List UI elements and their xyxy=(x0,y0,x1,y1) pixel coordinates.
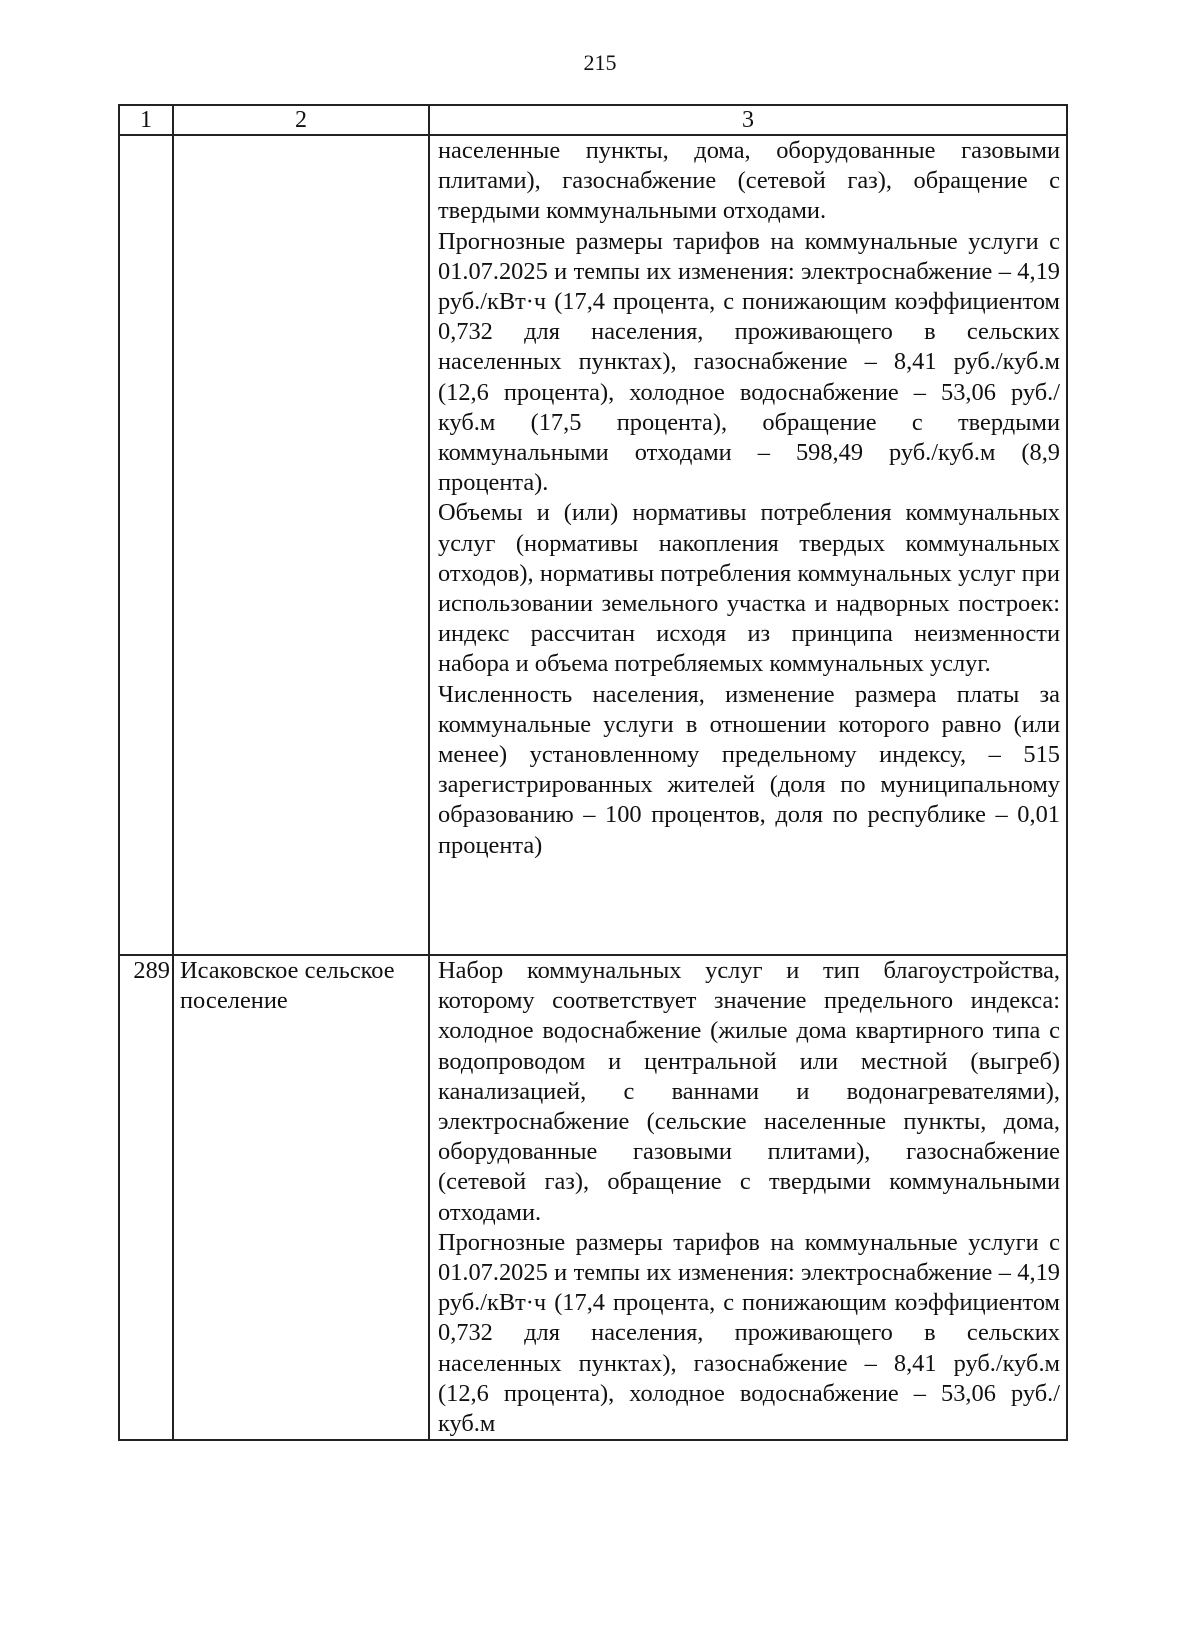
header-col-2: 2 xyxy=(173,105,429,135)
row-description xyxy=(429,955,1067,1440)
header-col-3: 3 xyxy=(429,105,1067,135)
table-row xyxy=(119,955,1067,1440)
row-description xyxy=(429,135,1067,955)
page-number: 215 xyxy=(583,50,617,75)
row-number: 289 xyxy=(119,955,173,1440)
table-row xyxy=(119,135,1067,955)
header-col-1: 1 xyxy=(119,105,173,135)
description-paragraph: Прогнозные размеры тарифов на коммунальные услуги с 01.07.2025 и темпы их изменения: электроснабжение – 4,19 руб./кВт·ч (17,4 процента, с понижающим коэффициентом 0,732 для населения, проживающего в сельских населенных пунктах), газоснабжение – 8,41 руб./куб.м (12,6 процента), холодное водоснабжение – 53,06 руб./куб.м (17,5 процента), обращение с твердыми коммунальными отходами – 598,49 руб./куб.м (8,9 процента). xyxy=(438,227,1060,497)
description-paragraph: Объемы и (или) нормативы потребления коммунальных услуг (нормативы накопления твердых коммунальных отходов), нормативы потребления коммунальных услуг при использовании земельного участка и надворных построек: индекс рассчитан исходя из принципа неизменности набора и объема потребляемых коммунальных услуг. xyxy=(438,499,1060,678)
municipality-name xyxy=(173,135,429,955)
description-paragraph: Набор коммунальных услуг и тип благоустройства, которому соответствует значение предельного индекса: холодное водоснабжение (жилые дома квартирного типа с водопроводом и центральной или местной (выгреб) канализацией, с ваннами и водонагревателями), электроснабжение (сельские населенные пункты, дома, оборудованные газовыми плитами), газоснабжение (сетевой газ), обращение с твердыми коммунальными отходами. xyxy=(438,957,1060,1226)
municipality-name: Исаковское сельское поселение xyxy=(173,955,429,1440)
description-paragraph: Прогнозные размеры тарифов на коммунальные услуги с 01.07.2025 и темпы их изменения: электроснабжение – 4,19 руб./кВт·ч (17,4 процента, с понижающим коэффициентом 0,732 для населения, проживающего в сельских населенных пунктах), газоснабжение – 8,41 руб./куб.м (12,6 процента), холодное водоснабжение – 53,06 руб./куб.м xyxy=(438,1228,1060,1438)
table-header-row xyxy=(119,105,1067,135)
description-paragraph: населенные пункты, дома, оборудованные газовыми плитами), газоснабжение (сетевой газ), обращение с твердыми коммунальными отходами. xyxy=(438,137,1060,225)
description-paragraph: Численность населения, изменение размера платы за коммунальные услуги в отношении которого равно (или менее) установленному предельному индексу, – 515 зарегистрированных жителей (доля по муниципальному образованию – 100 процентов, доля по республике – 0,01 процента) xyxy=(438,680,1060,859)
row-number xyxy=(119,135,173,955)
tariff-table xyxy=(118,104,1068,1441)
